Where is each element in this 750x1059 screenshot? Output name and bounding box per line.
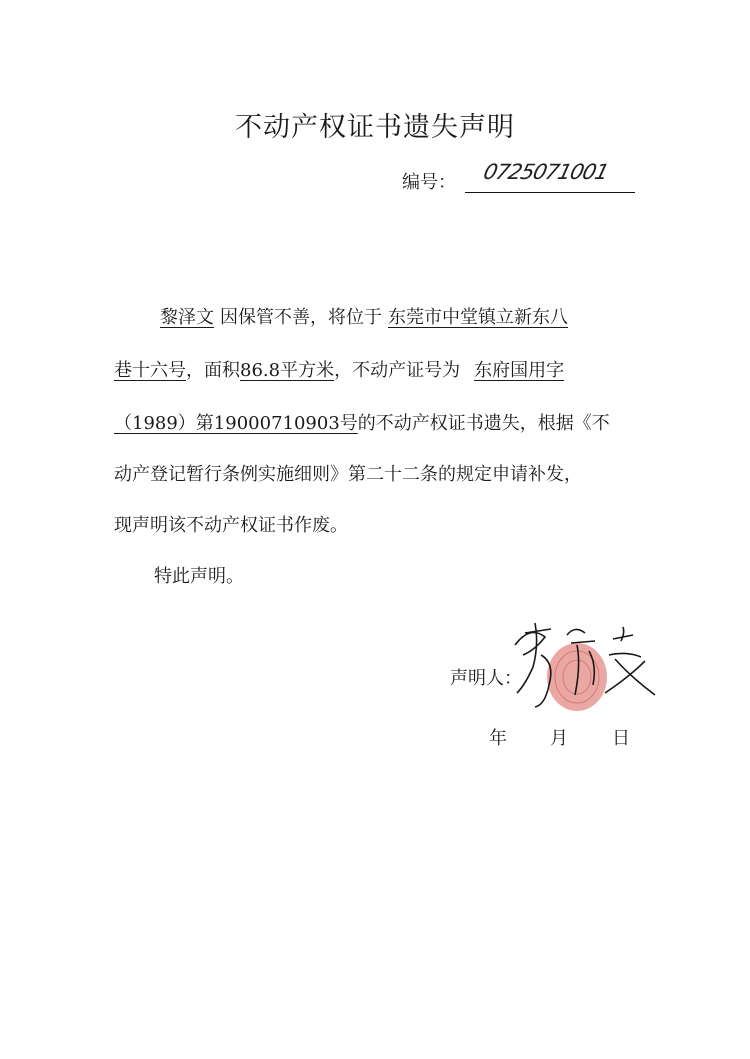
serial-label: 编号： (402, 172, 456, 193)
paragraph-line-5: 现声明该不动产权证书作废。 (114, 515, 348, 536)
text-segment: ，不动产证号为 (334, 360, 461, 381)
certificate-number-part1: 东府国用字 (474, 360, 565, 381)
paragraph-line-1 (154, 303, 568, 329)
date-year-label: 年 (489, 728, 507, 749)
serial-underline (465, 192, 635, 193)
paragraph-line-3 (114, 409, 610, 435)
certificate-number-part2: （1989）第19000710903号 (114, 413, 358, 434)
document-title: 不动产权证书遗失声明 (235, 112, 515, 143)
declarant-name: 黎泽文 (160, 307, 214, 328)
paragraph-line-4: 动产登记暂行条例实施细则》第二十二条的规定申请补发， (114, 464, 582, 485)
property-address-part2: 巷十六号 (114, 360, 186, 381)
date-day-label: 日 (612, 728, 630, 749)
text-segment: ，面积 (186, 360, 240, 381)
declarant-label: 声明人： (450, 668, 522, 689)
text-segment: 因保管不善，将位于 (220, 307, 382, 328)
date-month-label: 月 (550, 728, 568, 749)
handwritten-signature (505, 615, 665, 715)
property-address-part1: 东莞市中堂镇立新东八 (388, 307, 568, 328)
closing-remark: 特此声明。 (154, 566, 244, 587)
property-area: 86.8平方米 (240, 360, 335, 381)
serial-number-handwritten: 0725071001 (481, 160, 611, 184)
text-segment: 的不动产权证书遗失，根据《不 (357, 413, 610, 434)
paragraph-line-2 (114, 356, 564, 382)
